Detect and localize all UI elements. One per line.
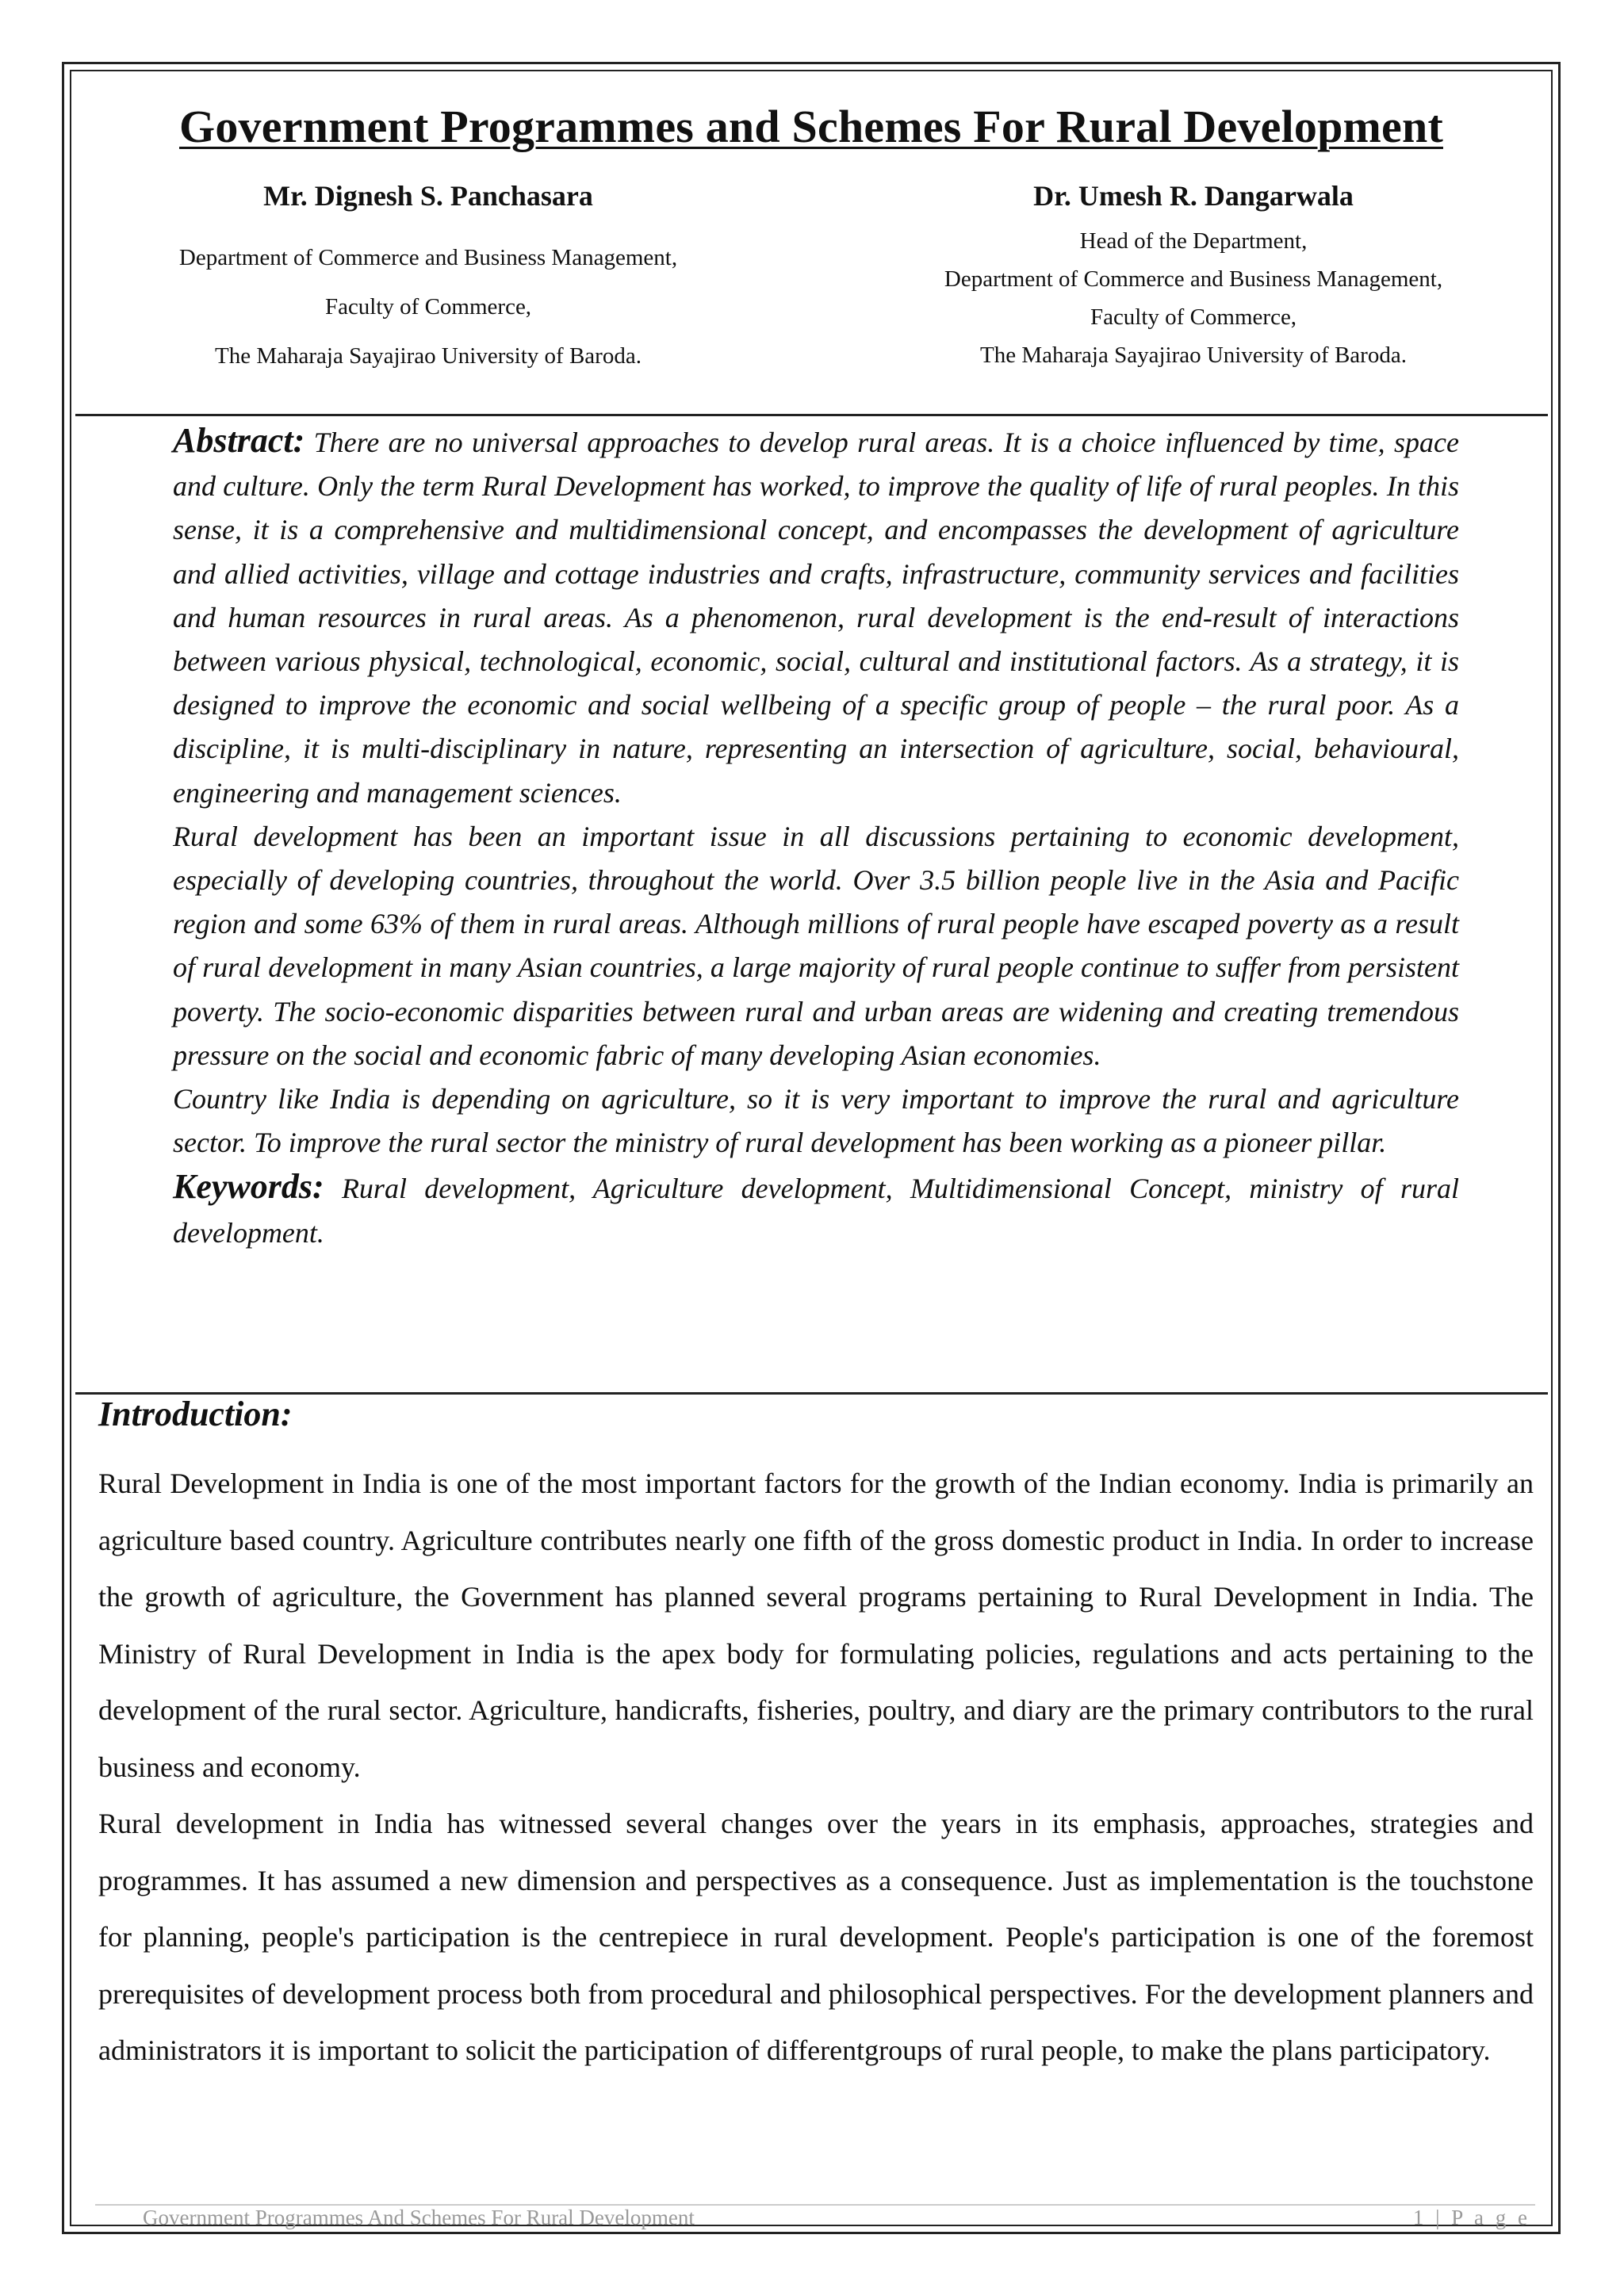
author-block-2 bbox=[864, 179, 1522, 374]
abstract-paragraph: Rural development has been an important issue in all discussions pertaining to economic development, especially of developing countries, throughout the world. Over 3.5 billion people live in the Asia and Pacific region and some 63% of them in rural areas. Although millions of rural people have escaped poverty as a result of rural development in many Asian countries, a large majority of rural people continue to suffer from persistent poverty. The socio-economic disparities between rural and urban areas are widening and creating tremendous pressure on the social and economic fabric of many developing Asian economies. bbox=[173, 820, 1459, 1071]
introduction-paragraph: Rural Development in India is one of the most important factors for the growth of the Indian economy. India is primarily an agriculture based country. Agriculture contributes nearly one fifth of the gross domestic product in India. In order to increase the growth of agriculture, the Government has planned several programs pertaining to Rural Development in India. The Ministry of Rural Development in India is the apex body for formulating policies, regulations and acts pertaining to the development of the rural sector. Agriculture, handicrafts, fisheries, poultry, and diary are the primary contributors to the rural business and economy. bbox=[98, 1468, 1534, 1783]
affiliation-line: Department of Commerce and Business Management, bbox=[178, 245, 678, 270]
keywords-heading: Keywords: bbox=[173, 1167, 324, 1207]
abstract-heading: Abstract: bbox=[173, 421, 305, 460]
abstract-paragraph: Country like India is depending on agriculture, so it is very important to improve the rural and agriculture sector. To improve the rural sector the ministry of rural development has been working as a pioneer pillar. bbox=[173, 1083, 1459, 1159]
footer-page-number: 1 | P a g e bbox=[1412, 2206, 1530, 2229]
author-affiliation bbox=[103, 233, 753, 381]
affiliation-line: Faculty of Commerce, bbox=[324, 294, 532, 320]
footer-running-title: Government Programmes And Schemes For Rural Development bbox=[143, 2206, 695, 2229]
affiliation-line: The Maharaja Sayajirao University of Baroda. bbox=[980, 342, 1407, 368]
affiliation-line: The Maharaja Sayajirao University of Baroda. bbox=[215, 343, 642, 369]
affiliation-line: Head of the Department, bbox=[1079, 228, 1308, 254]
author-block-1 bbox=[103, 179, 753, 381]
affiliation-line: Faculty of Commerce, bbox=[1090, 304, 1297, 330]
author-affiliation bbox=[864, 222, 1522, 374]
keywords-text: Rural development, Agriculture development, Multidimensional Concept, ministry of rural development. bbox=[173, 1173, 1459, 1249]
introduction-paragraph: Rural development in India has witnessed several changes over the years in its emphasis, approaches, strategies and programmes. It has assumed a new dimension and perspectives as a consequence. Just as implementation is the touchstone for planning, people's participation is the centrepiece in rural development. People's participation is one of the foremost prerequisites of development process both from procedural and philosophical perspectives. For the development planners and administrators it is important to solicit the participation of differentgroups of rural people, to make the plans participatory. bbox=[98, 1808, 1534, 2066]
abstract-section bbox=[173, 419, 1459, 1255]
keywords bbox=[173, 1165, 1459, 1254]
abstract-text: There are no universal approaches to develop rural areas. It is a choice influenced by time, space and culture. Only the term Rural Development has worked, to improve the quality of life of rural peoples. In this sense, it is a comprehensive and multidimensional concept, and encompasses the development of agriculture and allied activities, village and cottage industries and crafts, infrastructure, community services and facilities and human resources in rural areas. As a phenomenon, rural development is the end-result of interactions between various physical, technological, economic, social, cultural and institutional factors. As a strategy, it is designed to improve the economic and social wellbeing of a specific group of people – the rural poor. As a discipline, it is multi-disciplinary in nature, representing an intersection of agriculture, social, behavioural, engineering and management sciences. bbox=[173, 427, 1460, 809]
abstract-paragraph bbox=[173, 419, 1459, 815]
paper-title: Government Programmes and Schemes For Rural Development bbox=[179, 101, 1443, 152]
introduction-heading: Introduction: bbox=[98, 1395, 293, 1433]
divider bbox=[75, 1392, 1548, 1395]
divider bbox=[75, 414, 1548, 416]
author-name: Dr. Umesh R. Dangarwala bbox=[1033, 180, 1354, 212]
author-name: Mr. Dignesh S. Panchasara bbox=[263, 180, 593, 212]
affiliation-line: Department of Commerce and Business Management, bbox=[944, 266, 1443, 292]
introduction-section bbox=[98, 1456, 1534, 2080]
